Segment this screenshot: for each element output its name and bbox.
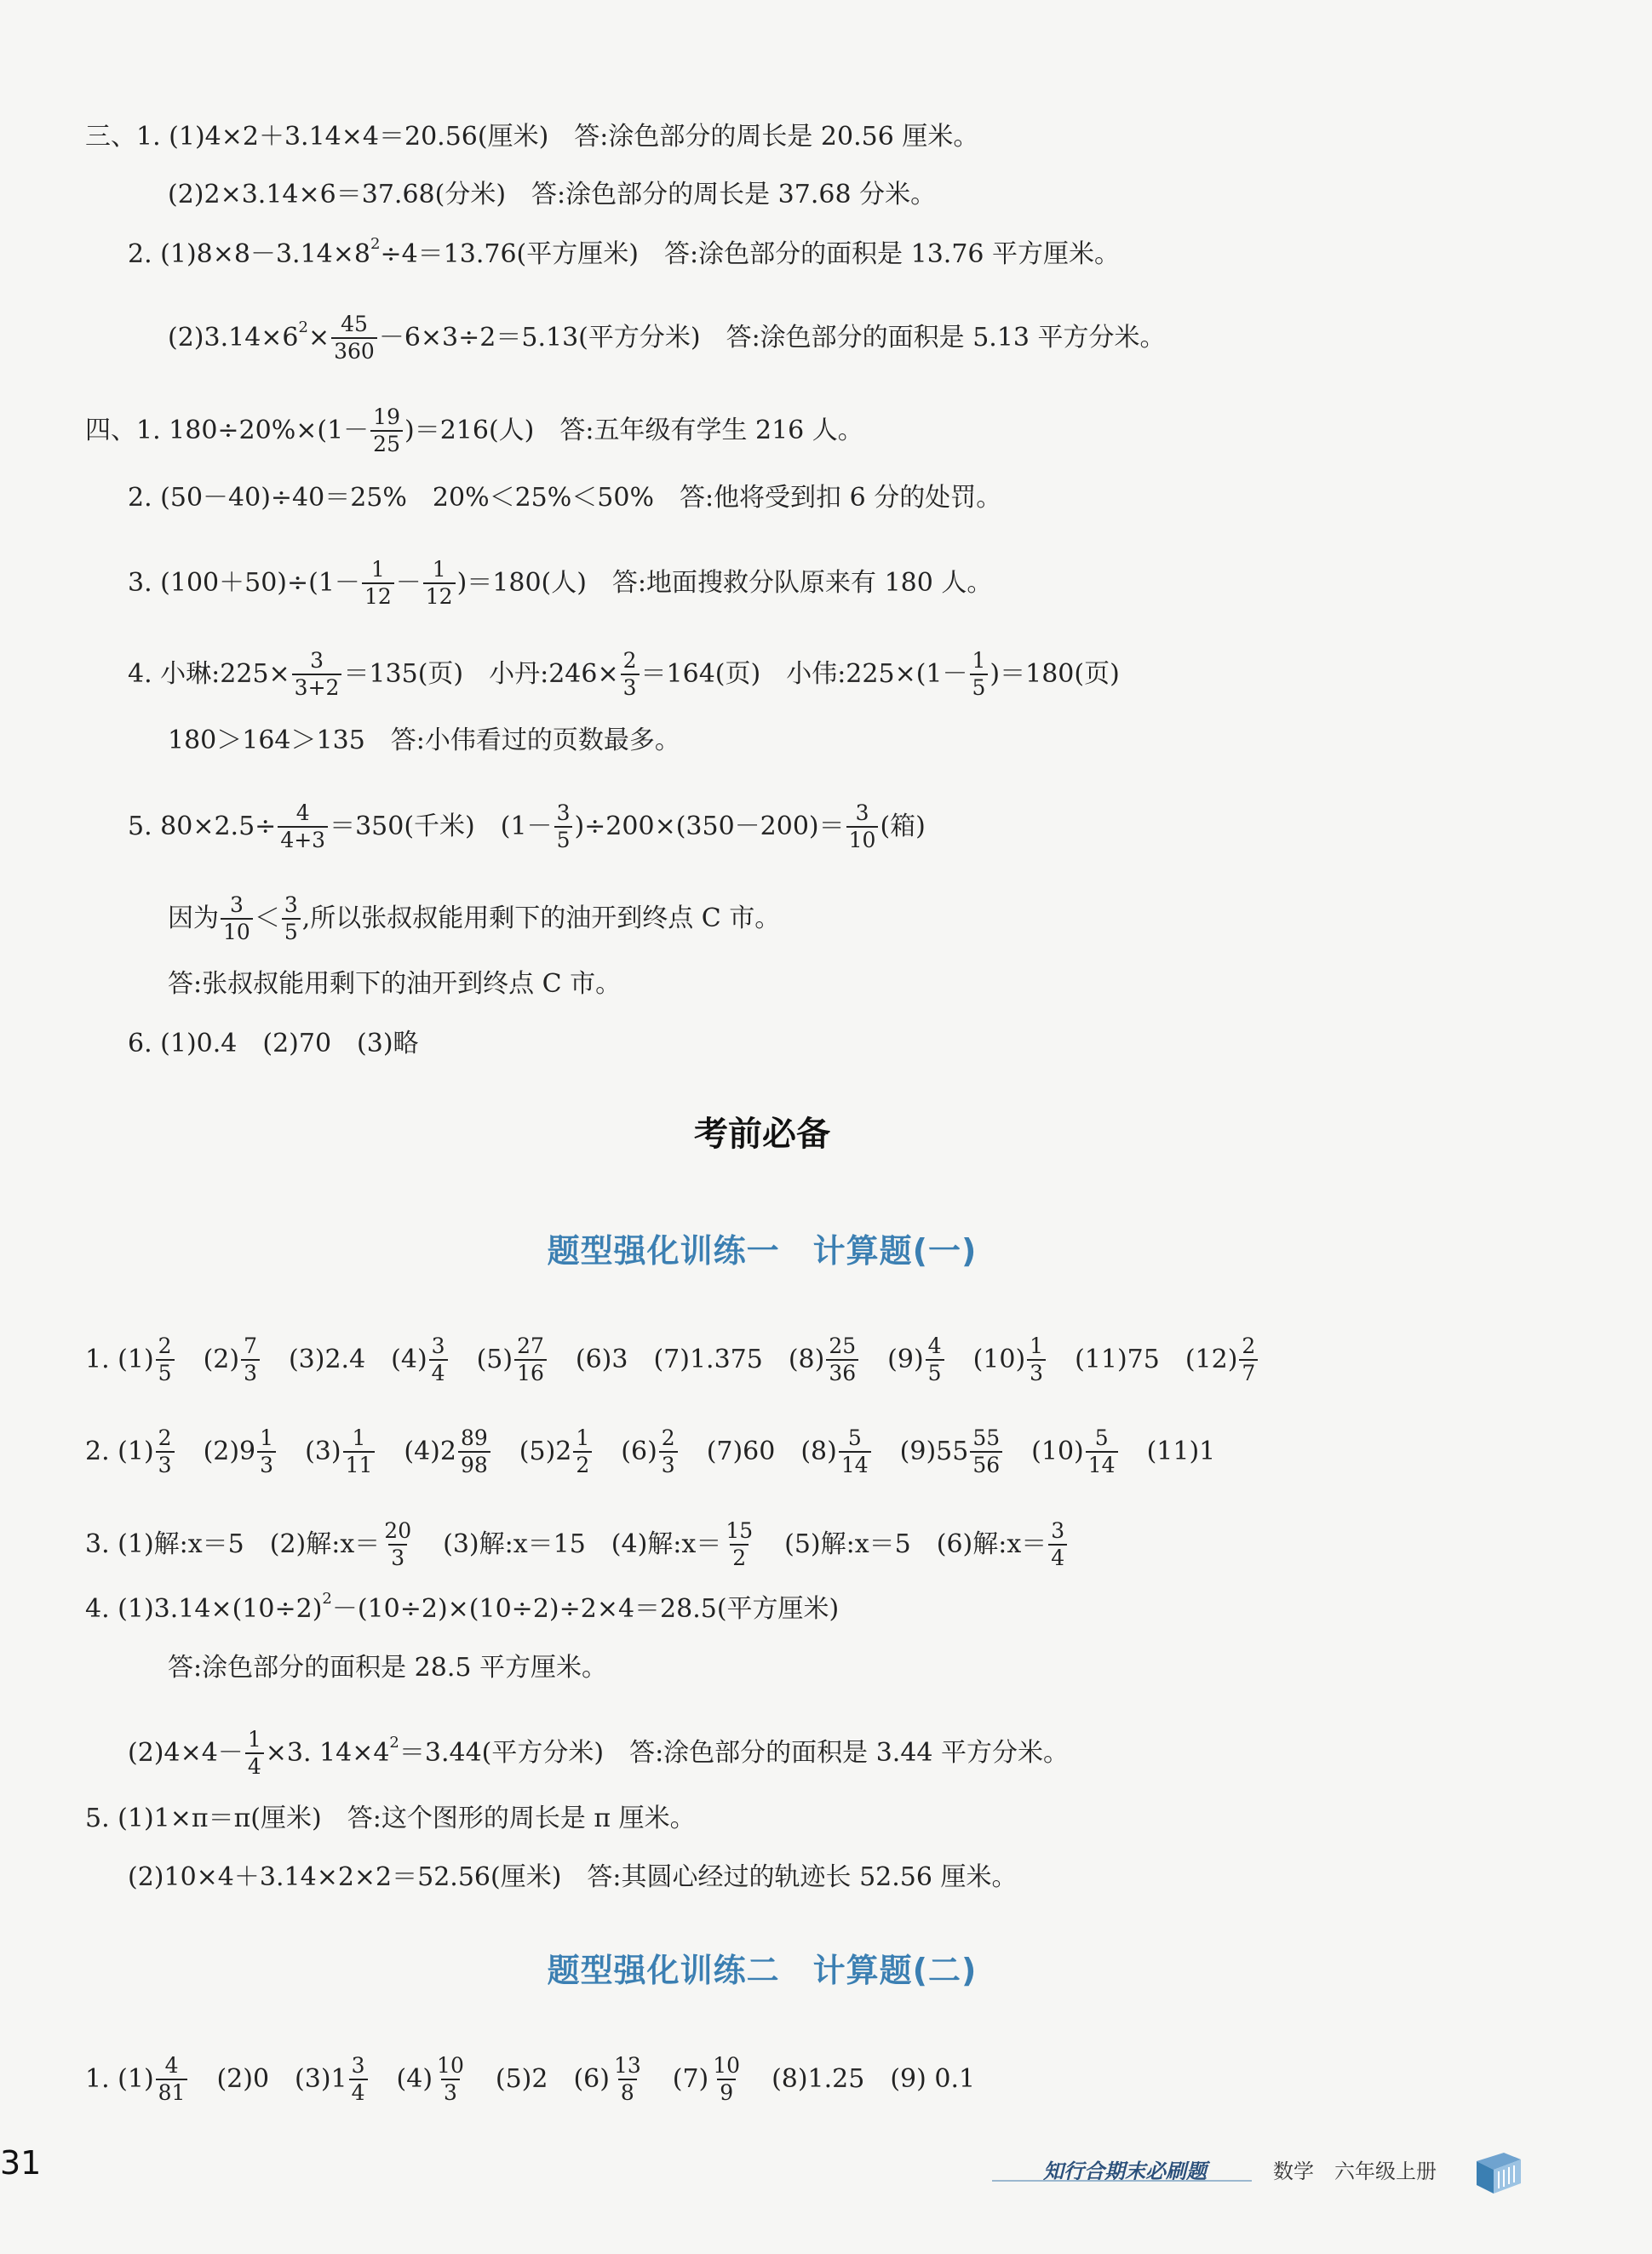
fraction: $\frac{55}{56}$: [970, 1425, 1002, 1478]
fraction: $\frac{3}{3+2}$: [292, 648, 342, 701]
fraction: $\frac{1}{4}$: [245, 1727, 264, 1780]
fraction: $\frac{15}{2}$: [726, 1518, 754, 1570]
training1-answer-4-1: 4. (1)3.14×(10÷2) $^2$ －(10÷2)×(10÷2)÷2×4＝28.5(平方厘米): [85, 1590, 840, 1624]
fraction: $\frac{1}{3}$: [1027, 1333, 1046, 1386]
fraction: $\frac{4}{4+3}$: [278, 800, 328, 853]
fraction: $\frac{25}{36}$: [826, 1333, 858, 1386]
answer-4-4: 4. 小琳:225× $\frac{3}{3+2}$ ＝135(页) 小丹:246× $\frac{2}{3}$ ＝164(页) 小伟:225×(1－ $\frac{1}{5}$ )＝180(页): [128, 648, 1120, 700]
fraction: $\frac{2}{3}$: [659, 1425, 678, 1478]
fraction: $\frac{1}{11}$: [343, 1425, 376, 1478]
fraction: $\frac{3}{4}$: [349, 2053, 368, 2106]
section-heading-training-1: 题型强化训练一 计算题(一): [547, 1232, 978, 1270]
answer-4-5: 5. 80×2.5÷ $\frac{4}{4+3}$ ＝350(千米) (1－ $\frac{3}{5}$ )÷200×(350－200)＝ $\frac{3}{10}$ (箱): [128, 800, 926, 852]
fraction: $\frac{10}{3}$: [437, 2053, 464, 2105]
fraction: $\frac{2}{7}$: [1239, 1333, 1258, 1386]
fraction: $\frac{1}{3}$: [257, 1425, 276, 1478]
fraction: $\frac{3}{4}$: [429, 1333, 448, 1386]
fraction: $\frac{45}{360}$: [331, 312, 377, 364]
answer-3-1-1: 三、1. (1)4×2＋3.14×4＝20.56(厘米) 答:涂色部分的周长是 20.56 厘米。: [85, 122, 979, 152]
answer-4-1: 四、1. 180÷20%×(1－ $\frac{19}{25}$ )＝216(人) 答:五年级有学生 216 人。: [85, 404, 863, 456]
fraction: $\frac{13}{8}$: [613, 2053, 641, 2105]
answer-3-2-1: 2. (1)8×8－3.14×8 $^2$ ÷4＝13.76(平方厘米) 答:涂色部分的面积是 13.76 平方厘米。: [128, 235, 1121, 269]
training2-answer-1: 1. (1) $\frac{4}{81}$ (2)0 (3)1 $\frac{3}{4}$ (4) $\frac{10}{3}$ (5)2 (6) $\frac{13}{8}$ (7) $\frac{10}{9}$ (8)1.25 (9) 0.1: [85, 2053, 976, 2105]
fraction: $\frac{89}{98}$: [458, 1425, 490, 1478]
answer-3-1-2: (2)2×3.14×6＝37.68(分米) 答:涂色部分的周长是 37.68 分米。: [168, 180, 937, 209]
fraction: $\frac{5}{14}$: [839, 1425, 871, 1478]
answer-4-5-reason: 因为 $\frac{3}{10}$ ＜ $\frac{3}{5}$ ,所以张叔叔能用剩下的油开到终点 C 市。: [168, 892, 781, 944]
fraction: $\frac{27}{16}$: [514, 1333, 547, 1386]
fraction: $\frac{3}{10}$: [846, 800, 879, 853]
fraction: $\frac{4}{5}$: [926, 1333, 944, 1386]
fraction: $\frac{5}{14}$: [1086, 1425, 1118, 1478]
fraction: $\frac{7}{3}$: [241, 1333, 260, 1386]
footer-subject: 数学 六年级上册: [1273, 2159, 1437, 2183]
fraction: $\frac{2}{3}$: [156, 1425, 175, 1478]
fraction: $\frac{20}{3}$: [384, 1518, 412, 1570]
fraction: $\frac{3}{10}$: [221, 892, 253, 945]
fraction: $\frac{3}{5}$: [282, 892, 301, 945]
training1-answer-4-1-answer: 答:涂色部分的面积是 28.5 平方厘米。: [168, 1653, 607, 1683]
fraction: $\frac{1}{5}$: [970, 648, 989, 701]
answer-4-5-answer: 答:张叔叔能用剩下的油开到终点 C 市。: [168, 969, 622, 999]
fraction: $\frac{1}{12}$: [362, 557, 394, 610]
training1-answer-4-2: (2)4×4－ $\frac{1}{4}$ ×3. 14×4 $^2$ ＝3.44(平方分米) 答:涂色部分的面积是 3.44 平方分米。: [128, 1727, 1070, 1779]
training1-answer-5-1: 5. (1)1×π＝π(厘米) 答:这个图形的周长是 π 厘米。: [85, 1804, 696, 1833]
section-heading-training-2: 题型强化训练二 计算题(二): [547, 1952, 978, 1989]
book-stack-icon: [1471, 2146, 1524, 2197]
page-number: 31: [0, 2144, 42, 2182]
answer-4-3: 3. (100＋50)÷(1－ $\frac{1}{12}$ － $\frac{1}{12}$ )＝180(人) 答:地面搜救分队原来有 180 人。: [128, 557, 993, 609]
training1-answer-5-2: (2)10×4＋3.14×2×2＝52.56(厘米) 答:其圆心经过的轨迹长 52.56 厘米。: [128, 1862, 1018, 1892]
training1-answer-2: 2. (1) $\frac{2}{3}$ (2)9 $\frac{1}{3}$ (3) $\frac{1}{11}$ (4)2 $\frac{89}{98}$ (5)2 $\frac{1}{2}$ (6) $\frac{2}{3}$ (7)60 (8) $\frac{5}{14}$ (9)55 $\frac{55}{56}$ (10) $\frac{5}{14}$ (11)1: [85, 1425, 1216, 1477]
answer-3-2-2: (2)3.14×6 $^2$ × $\frac{45}{360}$ －6×3÷2＝5.13(平方分米) 答:涂色部分的面积是 5.13 平方分米。: [168, 312, 1166, 364]
fraction: $\frac{1}{2}$: [573, 1425, 592, 1478]
section-heading-main: 考前必备: [694, 1115, 830, 1154]
fraction: $\frac{19}{25}$: [370, 404, 403, 457]
fraction: $\frac{4}{81}$: [156, 2053, 188, 2106]
footer-divider: [992, 2180, 1252, 2182]
fraction: $\frac{10}{9}$: [713, 2053, 741, 2105]
fraction: $\frac{2}{3}$: [621, 648, 640, 701]
answer-4-4-conclusion: 180＞164＞135 答:小伟看过的页数最多。: [168, 726, 680, 755]
answer-4-6: 6. (1)0.4 (2)70 (3)略: [128, 1029, 419, 1058]
footer-brand: 知行合期末必刷题: [1043, 2159, 1207, 2183]
fraction: $\frac{3}{4}$: [1048, 1518, 1067, 1571]
fraction: $\frac{1}{12}$: [423, 557, 456, 610]
fraction: $\frac{2}{5}$: [156, 1333, 175, 1386]
answer-4-2: 2. (50－40)÷40＝25% 20%＜25%＜50% 答:他将受到扣 6 分的处罚。: [128, 483, 1002, 513]
training1-answer-1: 1. (1) $\frac{2}{5}$ (2) $\frac{7}{3}$ (3)2.4 (4) $\frac{3}{4}$ (5) $\frac{27}{16}$ (6)3 (7)1.375 (8) $\frac{25}{36}$ (9) $\frac{4}{5}$ (10) $\frac{1}{3}$ (11)75 (12) $\frac{2}{7}$: [85, 1333, 1259, 1386]
training1-answer-3: 3. (1)解:x＝5 (2)解:x＝ $\frac{20}{3}$ (3)解:x＝15 (4)解:x＝ $\frac{15}{2}$ (5)解:x＝5 (6)解:x＝ $\frac{3}{4}$: [85, 1518, 1069, 1571]
fraction: $\frac{3}{5}$: [554, 800, 573, 853]
